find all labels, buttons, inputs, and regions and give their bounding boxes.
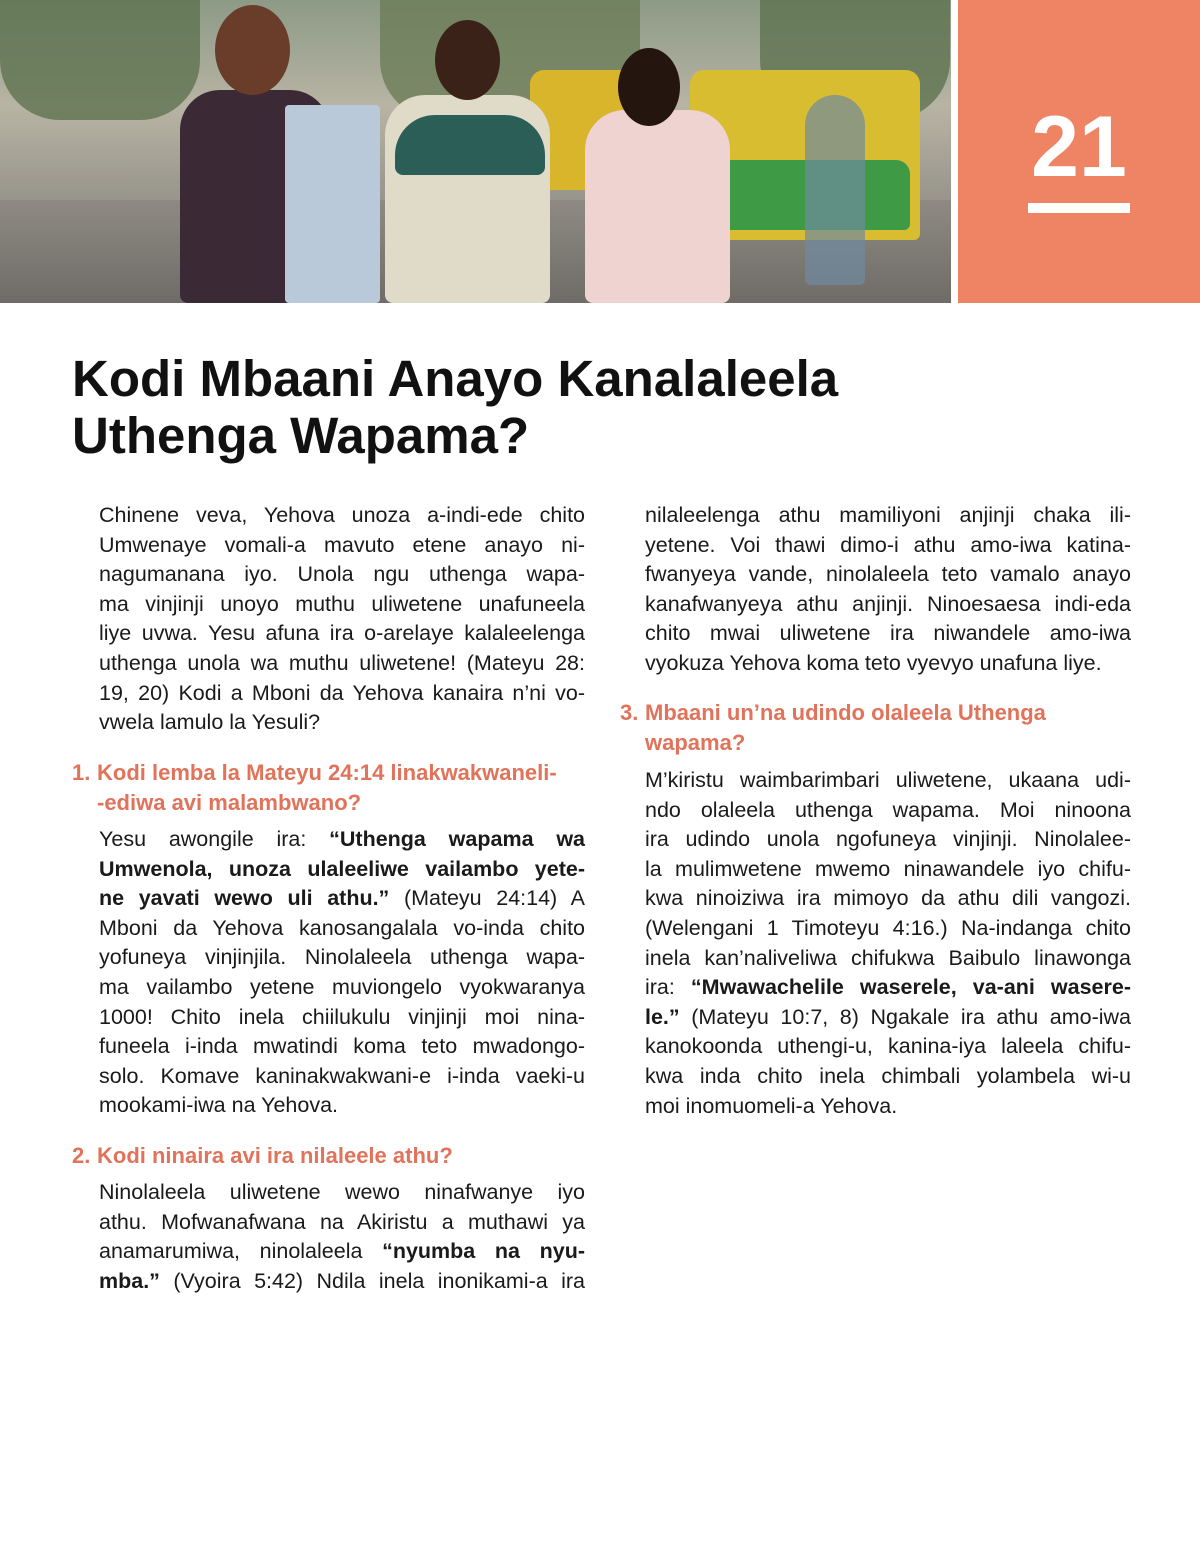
- text-line: [99, 1091, 585, 1121]
- text-line: [99, 855, 585, 885]
- text-segment: kanafwanyeya athu anjinji. Ninoesaesa indi-eda: [645, 591, 1131, 616]
- text-line: [645, 766, 1131, 796]
- text-line: [99, 1267, 585, 1297]
- text-line: [99, 973, 585, 1003]
- intro-paragraph: [99, 501, 585, 738]
- bold-quote-segment: ne yavati wewo uli athu.”: [99, 886, 390, 911]
- text-line: [99, 679, 585, 709]
- text-line: [645, 531, 1131, 561]
- question-3: [620, 698, 1140, 758]
- text-line: [645, 649, 1131, 679]
- page-title-line: Kodi Mbaani Anayo Kanalaleela: [72, 350, 839, 407]
- text-segment: yetene. Voi thawi dimo-i athu amo-iwa katina-: [645, 532, 1131, 557]
- answer-2-paragraph-col1: [99, 1178, 585, 1296]
- text-segment: (Welengani 1 Timoteyu 4:16.) Na-indanga chito: [645, 915, 1131, 940]
- question-text-line: -ediwa avi malambwano?: [97, 790, 362, 815]
- text-segment: Ninolaleela uliwetene wewo ninafwanye iyo: [99, 1180, 585, 1204]
- text-segment: vyokuza Yehova koma teto vyevyo unafuna liye.: [645, 650, 1102, 675]
- text-line: [99, 619, 585, 649]
- page-title: [72, 350, 838, 464]
- text-line: [99, 884, 585, 914]
- text-segment: uthenga unola wa muthu uliwetene! (Mateyu 28:: [99, 650, 585, 675]
- question-text-line: Kodi ninaira avi ira nilaleele athu?: [97, 1143, 453, 1168]
- text-line: [645, 590, 1131, 620]
- question-text-line: Kodi lemba la Mateyu 24:14 linakwakwaneli-: [97, 760, 557, 785]
- text-segment: M’kiristu waimbarimbari uliwetene, ukaana udi-: [645, 768, 1131, 792]
- text-line: [99, 590, 585, 620]
- text-segment: anamarumiwa, ninolaleela: [99, 1239, 383, 1264]
- text-line: [645, 1003, 1131, 1033]
- text-line: [99, 914, 585, 944]
- text-line: [645, 560, 1131, 590]
- text-line: [645, 796, 1131, 826]
- text-line: [645, 825, 1131, 855]
- text-segment: ma vailambo yetene muviongelo vyokwaranya: [99, 974, 585, 999]
- question-number: 1.: [72, 760, 91, 785]
- text-segment: fwanyeya vande, ninolaleela teto vamalo anayo: [645, 562, 1131, 587]
- text-line: [645, 1032, 1131, 1062]
- text-line: [99, 1178, 585, 1208]
- question-text-line: Mbaani un’na udindo olaleela Uthenga: [645, 700, 1046, 725]
- bold-quote-segment: mba.”: [99, 1268, 160, 1293]
- text-line: [99, 1003, 585, 1033]
- bold-quote-segment: “Uthenga wapama wa: [329, 827, 585, 851]
- text-segment: kanokoonda uthengi-u, kanina-iya laleela chifu-: [645, 1034, 1131, 1059]
- text-segment: ira udindo unola ngofuneya vinjinji. Ninolalee-: [645, 827, 1131, 852]
- text-segment: Umwenaye vomali-a mavuto etene anayo ni-: [99, 532, 585, 557]
- lesson-number-underline: [1028, 203, 1130, 213]
- text-segment: ma vinjinji unoyo muthu uliwetene unafuneela: [99, 591, 585, 616]
- text-line: [99, 649, 585, 679]
- text-segment: (Mateyu 24:14) A: [389, 886, 585, 911]
- text-segment: ira:: [645, 975, 691, 1000]
- text-segment: athu. Mofwanafwana na Akiristu a muthawi ya: [99, 1209, 585, 1234]
- text-segment: solo. Komave kaninakwakwani-e i-inda vaeki-u: [99, 1063, 585, 1088]
- text-segment: Yesu awongile ira:: [99, 827, 330, 851]
- text-line: [645, 1092, 1131, 1122]
- text-segment: inela kan’naliveliwa chifukwa Baibulo linawonga: [645, 945, 1131, 970]
- text-line: [99, 825, 585, 855]
- text-segment: Chinene veva, Yehova unoza a-indi-ede chito: [99, 503, 585, 527]
- answer-3-paragraph: [645, 766, 1131, 1121]
- text-line: [99, 708, 585, 738]
- text-line: [645, 855, 1131, 885]
- text-line: [99, 1208, 585, 1238]
- text-line: [99, 943, 585, 973]
- lesson-number-badge: [958, 0, 1200, 303]
- text-segment: 1000! Chito inela chiilukulu vinjinji moi nina-: [99, 1004, 585, 1029]
- hero-photo-street-preaching: [0, 0, 951, 303]
- text-segment: (Mateyu 10:7, 8) Ngakale ira athu amo-iwa: [679, 1004, 1131, 1029]
- text-line: [99, 1062, 585, 1092]
- text-segment: (Vyoira 5:42) Ndila inela inonikami-a ira: [159, 1268, 585, 1293]
- text-line: [99, 1032, 585, 1062]
- question-2: [72, 1141, 592, 1171]
- text-segment: liye uvwa. Yesu afuna ira o-arelaye kalaleelenga: [99, 621, 585, 646]
- text-segment: la mulimwetene mwemo ninawandele iyo chifu-: [645, 856, 1131, 881]
- text-line: [645, 884, 1131, 914]
- text-line: [645, 501, 1131, 531]
- text-segment: kwa inda chito inela chimbali yolambela wi-u: [645, 1063, 1131, 1088]
- text-line: [99, 560, 585, 590]
- question-number: 3.: [620, 700, 639, 725]
- text-segment: vwela lamulo la Yesuli?: [99, 710, 321, 735]
- page-title-line: Uthenga Wapama?: [72, 407, 530, 464]
- text-segment: funeela i-inda mwatindi koma teto mwadongo-: [99, 1034, 585, 1059]
- text-line: [645, 944, 1131, 974]
- text-line: [645, 914, 1131, 944]
- text-segment: chito mwai uliwetene ira niwandele amo-iwa: [645, 621, 1131, 646]
- text-segment: kwa ninoiziwa ira mimoyo da athu dili vangozi.: [645, 886, 1131, 911]
- bold-quote-segment: Umwenola, unoza ulaleeliwe vailambo yete-: [99, 856, 585, 881]
- text-line: [99, 1237, 585, 1267]
- text-segment: ndo olaleela uthenga wapama. Moi ninoona: [645, 797, 1131, 822]
- question-number: 2.: [72, 1143, 91, 1168]
- question-1: [72, 758, 592, 818]
- question-text-line: wapama?: [645, 730, 746, 755]
- text-segment: moi inomuomeli-a Yehova.: [645, 1093, 898, 1118]
- text-line: [645, 1062, 1131, 1092]
- text-line: [645, 619, 1131, 649]
- bold-quote-segment: “Mwawachelile waserele, va-ani wasere-: [690, 975, 1131, 1000]
- text-segment: Mboni da Yehova kanosangalala vo-inda chito: [99, 915, 585, 940]
- text-segment: 19, 20) Kodi a Mboni da Yehova kanaira n’ni vo-: [99, 680, 585, 705]
- text-line: [99, 531, 585, 561]
- lesson-number: 21: [1031, 99, 1127, 195]
- bold-quote-segment: “nyumba na nyu-: [382, 1239, 585, 1264]
- bold-quote-segment: le.”: [645, 1004, 680, 1029]
- text-segment: nagumanana iyo. Unola ngu uthenga wapa-: [99, 562, 585, 587]
- answer-1-paragraph: [99, 825, 585, 1121]
- answer-2-paragraph-col2: [645, 501, 1131, 679]
- text-segment: mookami-iwa na Yehova.: [99, 1093, 339, 1118]
- text-segment: nilaleelenga athu mamiliyoni anjinji chaka ili-: [645, 503, 1131, 527]
- text-line: [99, 501, 585, 531]
- text-line: [645, 973, 1131, 1003]
- text-segment: yofuneya vinjinjila. Ninolaleela uthenga wapa-: [99, 945, 585, 970]
